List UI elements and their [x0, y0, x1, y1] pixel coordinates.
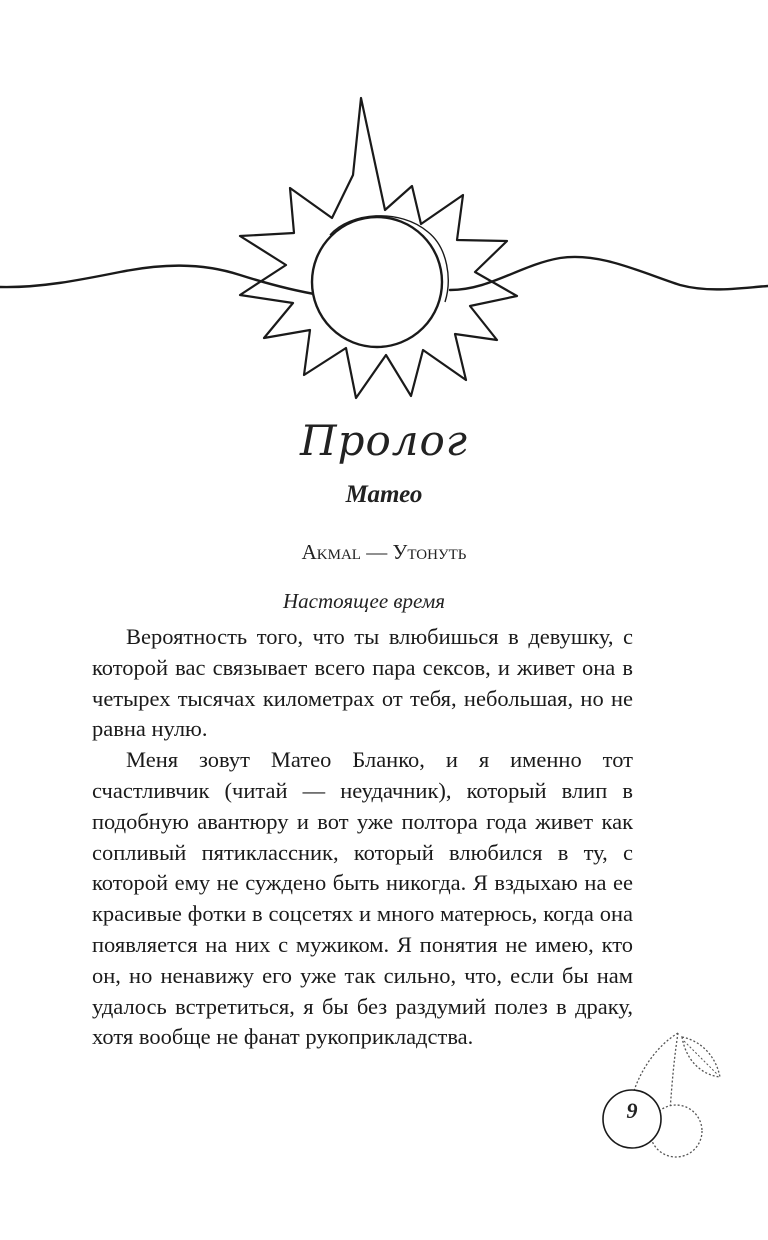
chapter-narrator: Матео — [345, 481, 423, 508]
cherries-ornament — [598, 1025, 728, 1165]
horizon-line-left — [0, 266, 320, 295]
paragraph: Вероятность того, что ты влюбишься в девушку, с которой вас связывает всего пара сексов, и живет она в четырех тысячах километрах от тебя, небольшая, но не равна нулю. — [92, 624, 633, 742]
paragraph: Меня зовут Матео Бланко, и я именно тот счастливчик (читай — неудачник), который влип в подобную авантюру и вот уже полтора года живет как сопливый пятиклассник, который влюбился в ту, с которой ему не суждено быть никогда. Я вздыхаю на ее красивые фотки в соцсетях и много матерюсь, когда она появляется на них с мужиком. Я понятия не имею, кто он, но ненавижу его уже так сильно, что, если бы нам удалось встретиться, я бы без раздумий полез в драку, хотя вообще не фанат рукоприкладства. — [92, 747, 633, 1050]
page-number: 9 — [626, 1098, 638, 1123]
body-text — [92, 622, 633, 1053]
time-marker: Настоящее время — [283, 589, 445, 613]
chapter-title: Пролог — [299, 416, 469, 465]
sun-disc — [312, 217, 442, 347]
chapter-epigraph: Akmal — Утонуть — [301, 540, 467, 564]
cherry-stem — [670, 1033, 678, 1111]
cherry-stem — [632, 1033, 678, 1097]
cherry-leaf — [682, 1037, 720, 1077]
sun-illustration — [0, 90, 768, 410]
